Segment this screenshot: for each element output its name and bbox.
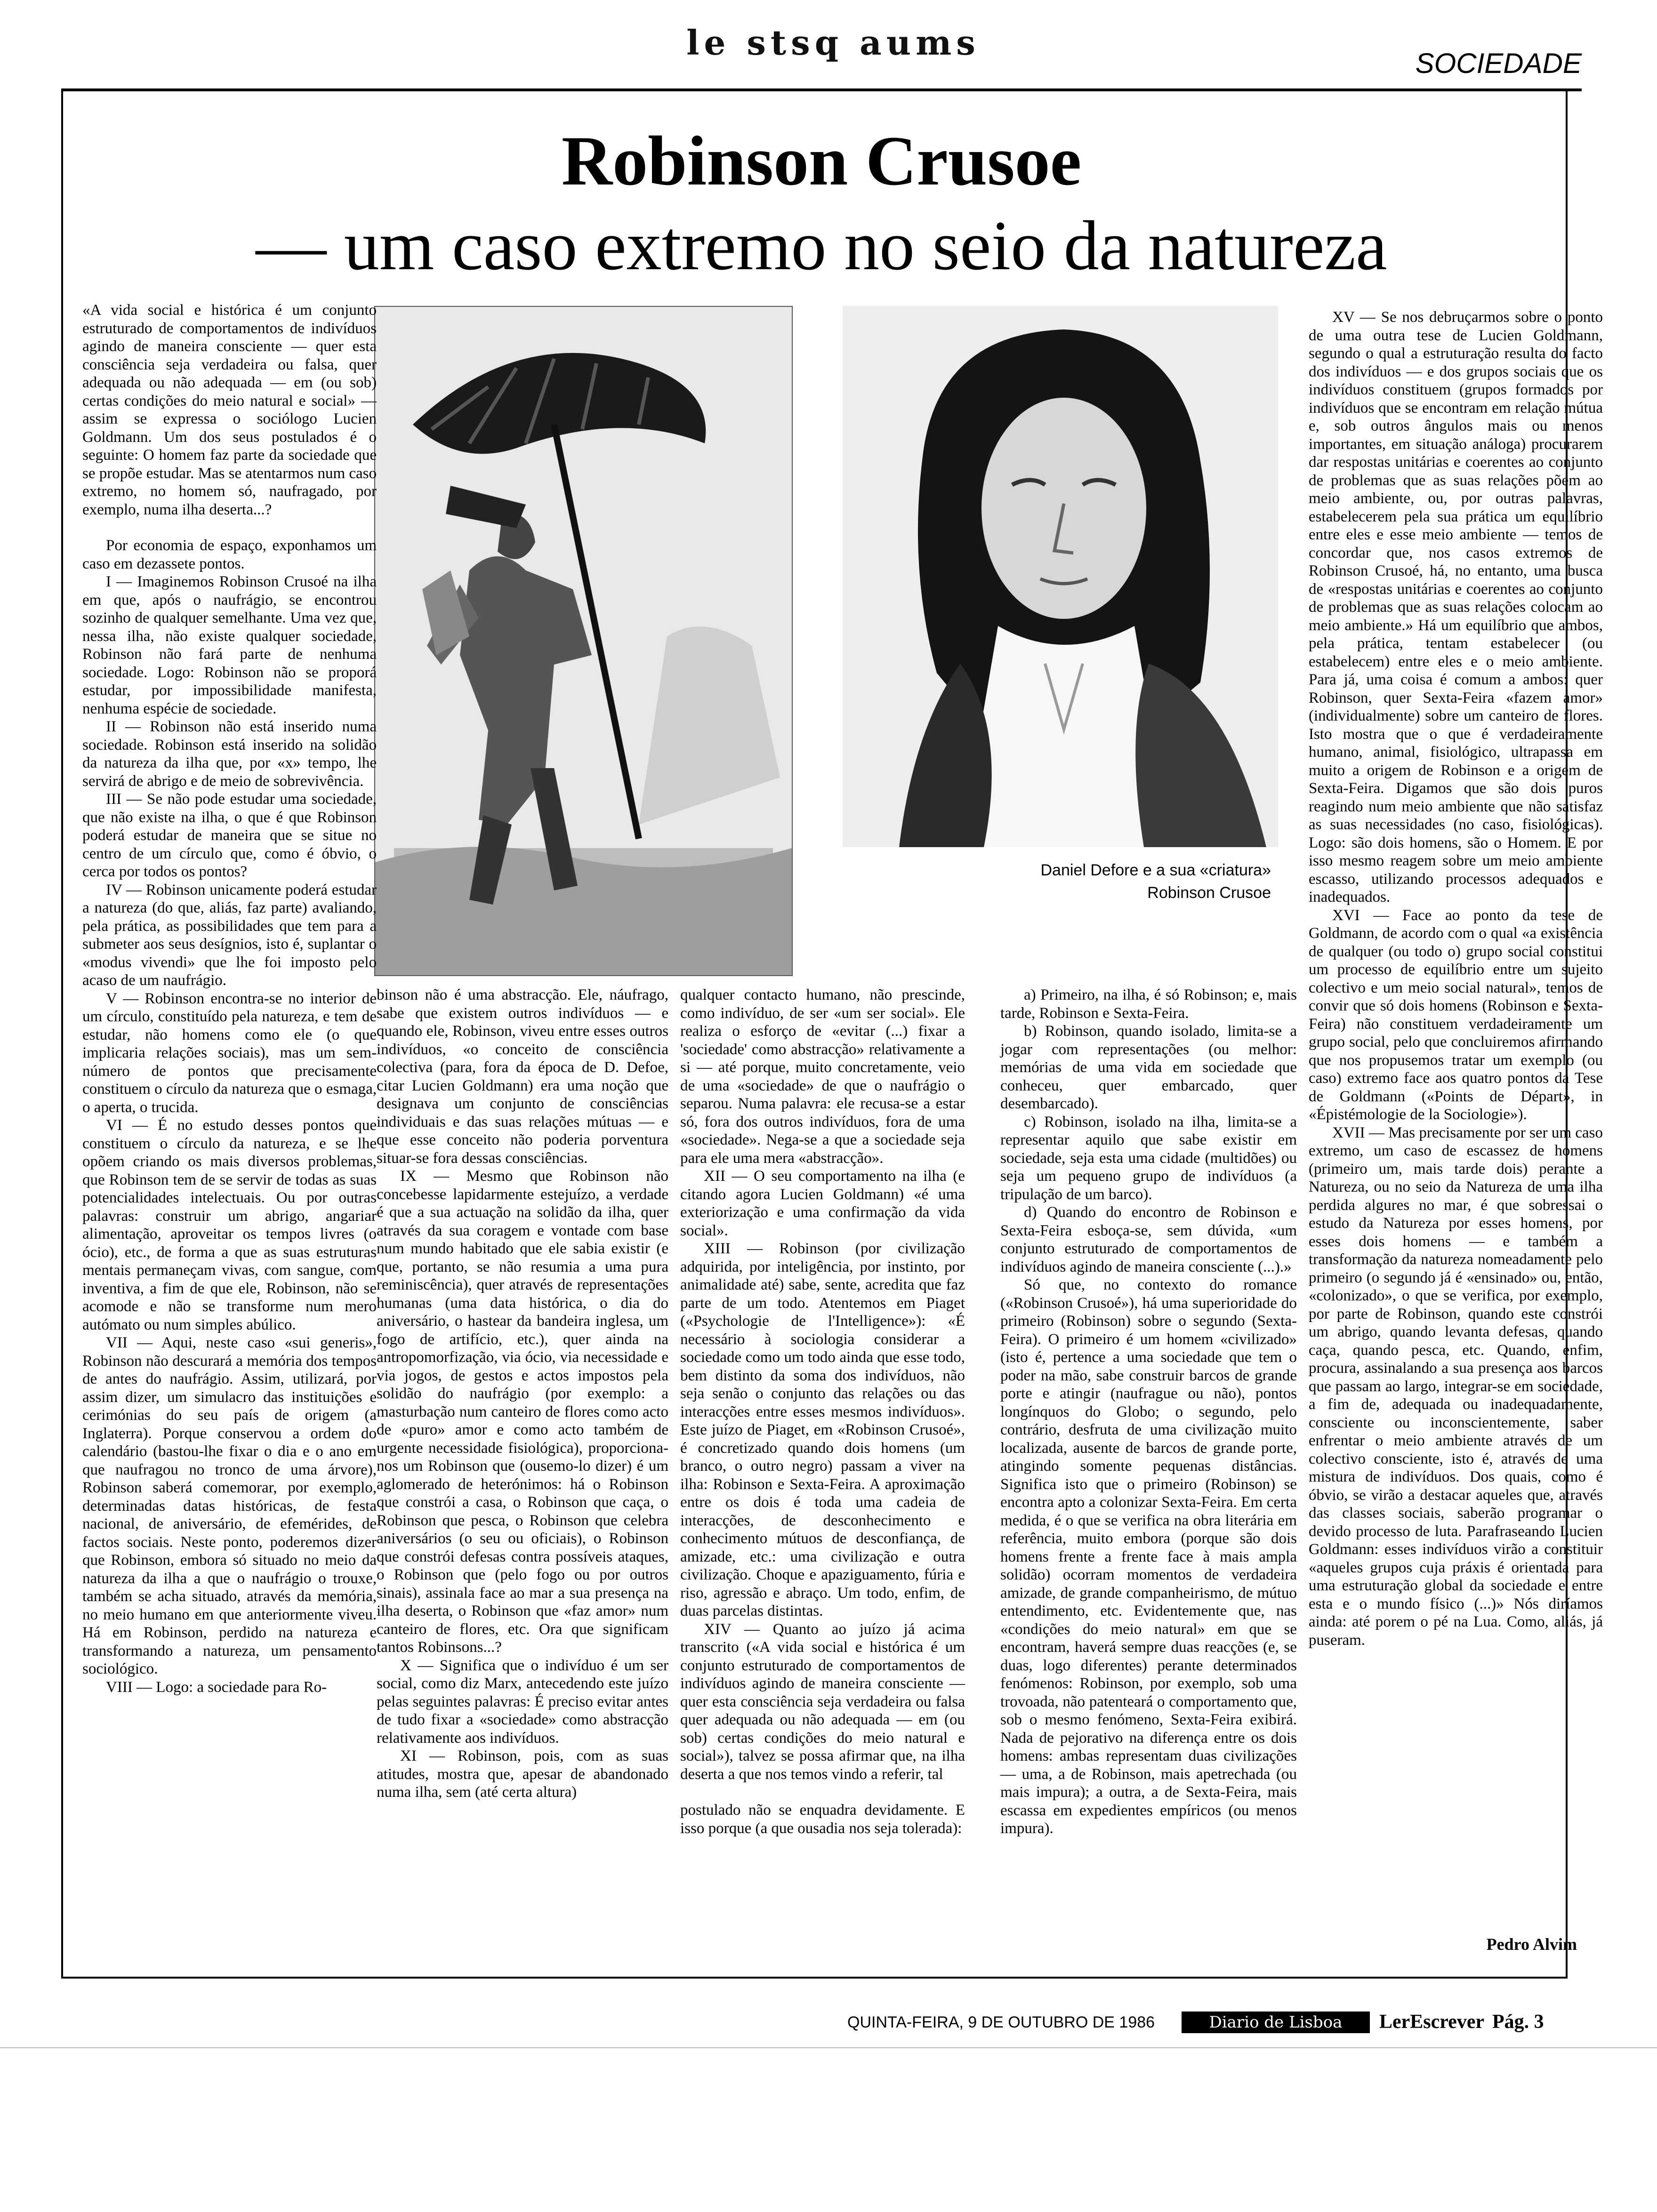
paragraph: III — Se não pode estudar uma sociedade, que não existe na ilha, o que é que Robinson poderá estudar de maneira que se situe no centro de um círculo que, como é óbvio, o cerca por todos os pontos? [82, 791, 377, 880]
defoe-portrait-svg [843, 306, 1278, 847]
subheadline: — um caso extremo no seio da natureza [256, 207, 1387, 285]
paragraph: d) Quando do encontro de Robinson e Sexta-Feira esboça-se, sem dúvida, «um conjunto estruturado de comportamentos de indivíduos agindo de maneira consciente (...).» [1000, 1204, 1297, 1275]
paragraph: X — Significa que o indivíduo é um ser social, como diz Marx, antecedendo este juízo pelas seguintes palavras: É preciso evitar antes de tudo fixar a «sociedade» como abstracção relativamente aos indivíduos. [377, 1657, 668, 1747]
paragraph: binson não é uma abstracção. Ele, náufrago, sabe que existem outros indivíduos — e quando ele, Robinson, viveu entre esses outros indivíduos, «o conceito de consciência colectiva (para, fora da época de D. Defoe, citar Lucien Goldmann) era uma noção que designava um conjunto de consciências individuais e das suas relações mútuas — e que esse conceito não poderia porventura situar-se fora dessas consciências. [377, 986, 668, 1167]
image-caption [1026, 859, 1271, 904]
article-column-1 [82, 301, 377, 1974]
paragraph: VI — É no estudo desses pontos que constituem o círculo da natureza, e se lhe opõem criando os mais diversos problemas, que Robinson tem de se servir de todas as suas potencialidades intelectuais. Ou por outras palavras: construir um abrigo, angariar alimentação, aproveitar os tempos livres (o ócio), etc., de forma a que as suas estruturas mentais permaneçam vivas, com sangue, com inventiva, a fim de que ele, Robinson, não se acomode e não se transforme num mero autómato ou num simples abúlico. [82, 1117, 377, 1333]
page-number: Pág. 3 [1492, 2011, 1544, 2033]
paragraph: b) Robinson, quando isolado, limita-se a jogar com representações (ou melhor: memórias de uma vida em sociedade que conheceu, quer embarcado, quer desembarcado). [1000, 1023, 1297, 1112]
paragraph: XI — Robinson, pois, com as suas atitudes, mostra que, apesar de abandonado numa ilha, sem (até certa altura) [377, 1747, 668, 1801]
paragraph: qualquer contacto humano, não prescinde, como indivíduo, de ser «um ser social». Ele realiza o esforço de «evitar (...) fixar a 'sociedade' como abstracção» relativamente a si — até porque, muito concretamente, veio de uma «sociedade» de que o naufrágio o separou. Numa palavra: ele recusa-se a estar só, fora dos outros indivíduos, fora de uma «sociedade». Nega-se a que a sociedade seja para ele uma mera «abstracção». [680, 986, 965, 1167]
paragraph: II — Robinson não está inserido numa sociedade. Robinson está inserido na solidão da natureza da ilha que, por «x» tempo, lhe servirá de abrigo e de meio de sobrevivência. [82, 718, 377, 790]
masthead: le stsq aums [686, 23, 980, 63]
paragraph: VIII — Logo: a sociedade para Ro- [106, 1678, 327, 1696]
paragraph: XV — Se nos debruçarmos sobre o ponto de uma outra tese de Lucien Goldmann, segundo o qual a estruturação resulta do facto dos indivíduos — e dos grupos sociais que os indivíduos constituem (grupos formados por indivíduos que se encontram em relação mútua e, sob outros ângulos mais ou menos importantes, em situação análoga) procurarem dar respostas unitárias e coerentes ao conjunto de problemas que as suas relações põem ao meio ambiente, ou, por outras palavras, estabelecerem pela sua prática um equilíbrio entre eles e esse meio ambiente — temos de concordar que, nos casos extremos de Robinson Crusoé, há, no entanto, uma busca de «respostas unitárias e coerentes ao conjunto de problemas que as suas relações colocam ao meio ambiente.» Há um equilíbrio que ambos, pela prática, tentam estabelecer (ou estabelecem) entre eles e o meio ambiente. Para já, uma coisa é comum a ambos: quer Robinson, quer Sexta-Feira «fazem amor» (individualmente) sobre um canteiro de flores. Isto mostra que o que é verdadeiramente humano, animal, fisiológico, ultrapassa em muito a origem de Robinson e a origem de Sexta-Feira. Digamos que são dois puros reagindo num meio ambiente que não satisfaz as suas necessidades (no caso, fisiológicas). Logo: são dois homens, são o Homem. E por isso mesmo reagem sobre um meio ambiente escasso, utilizando processos adequados e inadequados. [1309, 309, 1603, 906]
paragraph: a) Primeiro, na ilha, é só Robinson; e, mais tarde, Robinson e Sexta-Feira. [1000, 986, 1297, 1022]
paragraph: VII — Aqui, neste caso «sui generis», Robinson não descurará a memória dos tempos de antes do naufrágio. Assim, utilizará, por assim dizer, um simulacro das instituições e cerimónias do seu país de origem (a Inglaterra). Porque conservou a ordem do calendário (bastou-lhe fixar o dia e o ano em que naufragou no tronco de uma árvore), Robinson saberá comemorar, por exemplo, determinadas datas históricas, de festa nacional, de aniversário, de efemérides, de factos sociais. Neste ponto, poderemos dizer que Robinson, embora só situado no meio da natureza da ilha a que o naufrágio o trouxe, também se acha situado, através da memória, no meio humano em que anteriormente viveu. Há em Robinson, perdido na natureza e transformando a natureza, um pensamento sociológico. [82, 1334, 377, 1677]
paragraph: postulado não se enquadra devidamente. E isso porque (a que ousadia nos seja tolerada): [680, 1802, 965, 1837]
paragraph: V — Robinson encontra-se no interior de um círculo, constituído pela natureza, e tem de estudar, não homens como ele (o que implicaria relações sociais), mas um sem-número de pontos que precisamente constituem o círculo da natureza que o esmaga, o aperta, o trucida. [82, 990, 377, 1116]
caption-line-2: Robinson Crusoe [1147, 884, 1271, 902]
defoe-portrait-image [843, 306, 1278, 847]
robinson-engraving-image [374, 306, 793, 976]
paragraph: XIII — Robinson (por civilização adquirida, por inteligência, por instinto, por animalidade até) sabe, sente, acredita que faz parte de um todo. Atentemos em Piaget («Psychologie de l'Intelligence»): «É necessário à sociologia considerar a sociedade como um todo ainda que esse todo, bem distinto da soma dos indivíduos, não seja senão o conjunto das relações ou das interacções entre esses mesmos indivíduos». Este juízo de Piaget, em «Robinson Crusoé», é concretizado quando dois homens (um branco, o outro negro) passam a viver na ilha: Robinson e Sexta-Feira. A aproximação entre os dois é toda uma cadeia de interacções, de desconhecimento e conhecimento mútuos de desconfiança, de amizade, etc.: uma civilização e outra civilização. Choque e apaziguamento, fúria e riso, agressão e abraço. Um todo, enfim, de duas parcelas distintas. [680, 1240, 965, 1619]
paragraph: Só que, no contexto do romance («Robinson Crusoé»), há uma superioridade do primeiro (Robinson) sobre o segundo (Sexta-Feira). O primeiro é um homem «civilizado» (isto é, pertence a uma sociedade que tem o poder na mão, sabe construir barcos de grande porte e atingir (naufrague ou não), pontos longínquos do Globo; o segundo, pelo contrário, desfruta de uma civilização muito localizada, ausente de barcos de grande porte, atingindo somente pequenas distâncias. Significa isto que o primeiro (Robinson) se encontra apto a colonizar Sexta-Feira. Em certa medida, é o que se verifica na obra literária em referência, muito embora (porque são dois homens frente a frente face à mais ampla solidão) ocorram momentos de verdadeira amizade, de grande companheirismo, de mútuo entendimento, etc. Evidentemente que, nas «condições do meio natural» em que se encontram, haverá sempre duas reacções (e, se duas, logo diferentes) perante determinados fenómenos: Robinson, por exemplo, sob uma trovoada, não patenteará o comportamento que, sob o mesmo fenómeno, Sexta-Feira exibirá. Nada de pejorativo na diferença entre os dois homens: ambas representam duas civilizações — uma, a de Robinson, mais apetrechada (ou mais impura); a outra, a de Sexta-Feira, mais escassa em expedientes empíricos (ou menos impura). [1000, 1276, 1297, 1837]
paragraph: I — Imaginemos Robinson Crusoé na ilha em que, após o naufrágio, se encontrou sozinho de qualquer semelhante. Uma vez que, nessa ilha, não existe qualquer sociedade, Robinson não fará parte de nenhuma sociedade. Logo: Robinson não se proporá estudar, por impossibilidade manifesta, nenhuma espécie de sociedade. [82, 573, 377, 717]
article-column-5 [1309, 308, 1603, 1974]
paragraph: XVI — Face ao ponto da tese de Goldmann, de acordo com o qual «a existência de qualquer (ou todo o) grupo social constitui um processo de equilíbrio entre um sujeito colectivo e um meio social natural», temos de convir que só dois homens (Robinson e Sexta-Feira) não constituem verdadeiramente um grupo social, pelo que concluiremos afirmando que nos propusemos tratar um exemplo (ou caso) extremo face aos quatro pontos da Tese de Goldmann («Points de Départ», in «Épistémologie de la Sociologie»). [1309, 906, 1603, 1123]
paragraph: c) Robinson, isolado na ilha, limita-se a representar aquilo que sabe existir em sociedade, seja esta uma cidade (multidões) ou seja um pequeno grupo de indivíduos (a tripulação de um barco). [1000, 1113, 1297, 1203]
newspaper-logo: Diario de Lisboa [1182, 2012, 1370, 2033]
footer-date: QUINTA-FEIRA, 9 DE OUTUBRO DE 1986 [847, 2013, 1155, 2031]
caption-line-1: Daniel Defore e a sua «criatura» [1040, 861, 1271, 879]
paragraph: IX — Mesmo que Robinson não concebesse lapidarmente estejuízo, a verdade é que a sua actuação na solidão da ilha, quer através da sua coragem e vontade com base num mundo habitado que ele sabia existir (e que, portanto, se não resumia a uma pura reminiscência), quer através de representações humanas (uma data histórica, o dia do aniversário, o hastear da bandeira inglesa, um fogo de artifício, etc.), quer ainda na antropomorfização, via ócio, via necessidade e via jogos, de gestos e actos impostos pela solidão do naufrágio (por exemplo: a masturbação num canteiro de flores como acto de «puro» amor e como acto também de urgente necessidade fisiológica), proporciona-nos um Robinson que (ousemo-lo dizer) é um aglomerado de heterónimos: há o Robinson que constrói a casa, o Robinson que caça, o Robinson que pesca, o Robinson que celebra aniversários (o seu ou oficiais), o Robinson que constrói defesas contra possíveis ataques, o Robinson que (pelo fogo ou por outros sinais), assinala face ao mar a sua presença na ilha deserta, o Robinson que «faz amor» num canteiro de flores, etc. Ora que significam tantos Robinsons...? [377, 1168, 668, 1656]
paragraph: IV — Robinson unicamente poderá estudar a natureza (do que, aliás, faz parte) avaliando, pela prática, as possibilidades que tem para a submeter aos seus desígnios, isto é, suplantar o «modus vivendi» que lhe foi imposto pelo acaso de um naufrágio. [82, 881, 377, 989]
author-byline: Pedro Alvim [1486, 1935, 1577, 1954]
paragraph: XII — O seu comportamento na ilha (e citando agora Lucien Goldmann) «é uma exteriorização e uma confirmação da vida social». [680, 1168, 965, 1239]
section-label: SOCIEDADE [1415, 48, 1582, 79]
headline: Robinson Crusoe [561, 122, 1082, 200]
article-column-4 [1000, 986, 1297, 1979]
page-footer [847, 2010, 1601, 2038]
article-column-3 [680, 986, 965, 1979]
paragraph: Por economia de espaço, exponhamos um caso em dezassete pontos. [82, 537, 377, 572]
supplement-name: LerEscrever [1379, 2011, 1485, 2033]
scan-edge-line [0, 2047, 1657, 2048]
paragraph: XVII — Mas precisamente por ser um caso extremo, um caso de escassez de homens (primeiro um, mais tarde dois) perante a Natureza, ou no seio da Natureza de uma ilha perdida algures no mar, é que sobressai o estudo da Natureza por esses homens, por esses dois homens — e também a transformação da natureza nomeadamente pelo primeiro (o segundo já é «ensinado» ou, então, «colonizado», o que se verifica, por exemplo, por parte de Robinson, quando este constrói um abrigo, quando levanta defesas, quando caça, quando pesca, etc. Quando, enfim, procura, assinalando a sua presença aos barcos que passam ao largo, integrar-se em sociedade, a fim de, adequada ou inadequadamente, consciente ou inconscientemente, saber enfrentar o meio ambiente através de um colectivo consciente, isto é, através de uma mistura de indivíduos. Dos quais, como é óbvio, se virão a destacar aqueles que, através das classes sociais, saberão programar o devido processo de luta. Parafraseando Lucien Goldmann: esses indivíduos virão a constituir «aqueles grupos cuja práxis é orientada para uma estruturação global da sociedade e entre esta e o mundo físico (...)» Nós diríamos ainda: até porem o pé na Lua. Como, aliás, já puseram. [1309, 1124, 1603, 1649]
paragraph: «A vida social e histórica é um conjunto estruturado de comportamentos de indivíduos agindo de maneira consciente — quer esta consciência seja verdadeira ou falsa, quer adequada ou não adequada — em (ou sob) certas condições do meio natural e social» — assim se expressa o sociólogo Lucien Goldmann. Um dos seus postulados é o seguinte: O homem faz parte da sociedade que se propõe estudar. Mas se atentarmos num caso extremo, no homem só, naufragado, por exemplo, numa ilha deserta...? [82, 302, 377, 518]
article-column-2 [377, 986, 668, 1927]
robinson-engraving-svg [375, 307, 792, 975]
paragraph: XIV — Quanto ao juízo já acima transcrito («A vida social e histórica é um conjunto estruturado de comportamentos de indivíduos agindo de maneira consciente — quer esta consciência seja verdadeira ou falsa quer adequada ou não adequada — em (ou sob) certas condições do meio natural e social»), talvez se possa afirmar que, na ilha deserta a que nos temos vindo a referir, tal [680, 1620, 965, 1783]
